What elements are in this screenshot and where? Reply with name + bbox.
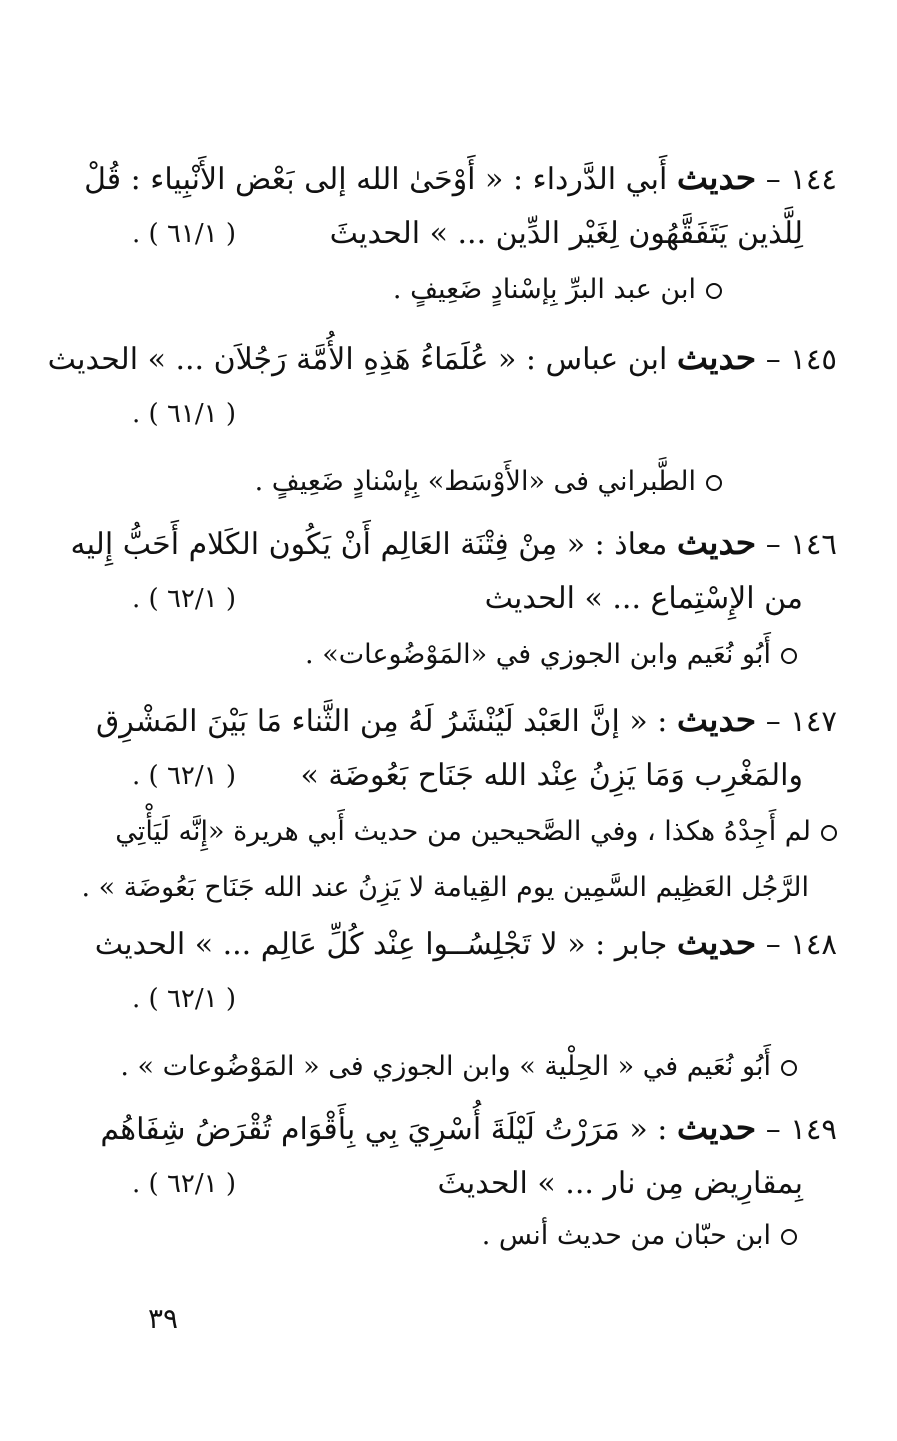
hadith-entry-146	[70, 515, 837, 683]
circle-bullet-icon	[781, 648, 797, 664]
entry-line	[132, 571, 837, 627]
entry-text: : « مَرَرْتُ لَيْلَةَ أُسْرِيَ بِي بِأَقْوَام تُقْرَضُ شِفَاهُم	[100, 1112, 668, 1147]
entry-text: معاذ : « مِنْ فِتْنَة العَالِم أَنْ يَكُون الكَلام أَحَبُّ إِليه	[70, 527, 668, 562]
entry-line	[132, 1156, 837, 1212]
entry-reference: ( ٦١/١ ) .	[132, 219, 237, 249]
hadith-entry-144	[84, 150, 837, 318]
entry-reference: ( ٦٢/١ ) .	[132, 584, 237, 614]
entry-keyword: حديث	[676, 158, 757, 197]
entry-line	[132, 748, 837, 804]
circle-bullet-icon	[781, 1060, 797, 1076]
entry-number: ١٤٦	[790, 527, 837, 561]
circle-bullet-icon	[706, 475, 722, 491]
entry-keyword: حديث	[676, 338, 757, 377]
entry-reference: ( ٦٢/١ ) .	[132, 1169, 237, 1199]
entry-number: ١٤٧	[790, 704, 837, 738]
entry-text: لِلَّذين يَتَفَقَّهُون لِغَيْر الدِّين ... » الحديثَ	[329, 216, 803, 251]
entry-line	[132, 206, 837, 262]
entry-number: ١٤٩	[790, 1112, 837, 1146]
entry-text: : « إنَّ العَبْد لَيُنْشَرُ لَهُ مِن الثَّناء مَا بَيْنَ المَشْرِق	[96, 704, 668, 739]
entry-line: ١٤٧ – حديث : « إنَّ العَبْد لَيُنْشَرُ لَهُ مِن الثَّناء مَا بَيْنَ المَشْرِق	[96, 700, 837, 739]
entry-source: ابن حبّان من حديث أنس .	[132, 1212, 837, 1260]
entry-keyword: حديث	[676, 700, 757, 739]
entry-text: بِمقارِيض مِن نار ... » الحديثَ	[437, 1166, 803, 1201]
entry-number: ١٤٨	[790, 927, 837, 961]
entry-line: ١٤٩ – حديث : « مَرَرْتُ لَيْلَةَ أُسْرِيَ بِي بِأَقْوَام تُقْرَضُ شِفَاهُم	[100, 1108, 837, 1147]
circle-bullet-icon	[706, 283, 722, 299]
entry-source: لم أَجِدْهُ هكذا ، وفي الصَّحيحين من حديث أَبي هريرة «إِنَّه لَيَأْتِي	[132, 804, 837, 860]
entry-text: جابر : « لا تَجْلِسُــوا عِنْد كُلِّ عَالِم ... » الحديث	[94, 927, 668, 962]
entry-text: أَبي الدَّرداء : « أَوْحَىٰ الله إلى بَعْض الأَنْبِياء : قُلْ	[84, 162, 668, 197]
entry-source: الطَّبراني فى «الأَوْسَط» بِإسْنادٍ ضَعِيفٍ .	[132, 454, 837, 510]
entry-source-continued: الرَّجُل العَظِيم السَّمِين يوم القِيامة لا يَزِنُ عند الله جَنَاح بَعُوضَة » .	[81, 872, 809, 903]
entry-source: أَبُو نُعَيم في « الحِلْية » وابن الجوزي فى « المَوْضُوعات » .	[132, 1039, 837, 1095]
entry-line: ١٤٥ – حديث ابن عباس : « عُلَمَاءُ هَذِهِ الأُمَّة رَجُلاَن ... » الحديث	[47, 338, 837, 377]
entry-source: ابن عبد البرِّ بِإسْنادٍ ضَعِيفٍ .	[132, 262, 837, 318]
entry-text: ابن عباس : « عُلَمَاءُ هَذِهِ الأُمَّة رَجُلاَن ... » الحديث	[47, 342, 668, 377]
hadith-entry-145	[47, 330, 837, 510]
entry-line: ١٤٨ – حديث جابر : « لا تَجْلِسُــوا عِنْد كُلِّ عَالِم ... » الحديث	[94, 923, 837, 962]
entry-number: ١٤٥	[790, 342, 837, 376]
entry-text: والمَغْرِب وَمَا يَزِنُ عِنْد الله جَنَاح بَعُوضَة »	[300, 758, 803, 793]
entry-number: ١٤٤	[790, 162, 837, 196]
entry-reference: ( ٦٢/١ ) .	[132, 984, 237, 1014]
entry-line	[132, 386, 837, 442]
entry-line: ١٤٦ – حديث معاذ : « مِنْ فِتْنَة العَالِم أَنْ يَكُون الكَلام أَحَبُّ إِليه	[70, 523, 837, 562]
circle-bullet-icon	[781, 1229, 797, 1245]
entry-text: من الإِسْتِماع ... » الحديث	[484, 581, 803, 616]
entry-line: ١٤٤ – حديث أَبي الدَّرداء : « أَوْحَىٰ الله إلى بَعْض الأَنْبِياء : قُلْ	[84, 158, 837, 197]
entry-reference: ( ٦٢/١ ) .	[132, 761, 237, 791]
hadith-entry-148	[94, 915, 837, 1095]
entry-keyword: حديث	[676, 523, 757, 562]
entry-source: أَبُو نُعَيم وابن الجوزي في «المَوْضُوعات» .	[132, 627, 837, 683]
page-number: ٣٩	[148, 1302, 179, 1335]
entry-keyword: حديث	[676, 1108, 757, 1147]
circle-bullet-icon	[821, 825, 837, 841]
hadith-entry-149	[100, 1100, 837, 1260]
entry-keyword: حديث	[676, 923, 757, 962]
entry-line	[132, 971, 837, 1027]
entry-reference: ( ٦١/١ ) .	[132, 399, 237, 429]
hadith-entry-147	[81, 692, 837, 916]
